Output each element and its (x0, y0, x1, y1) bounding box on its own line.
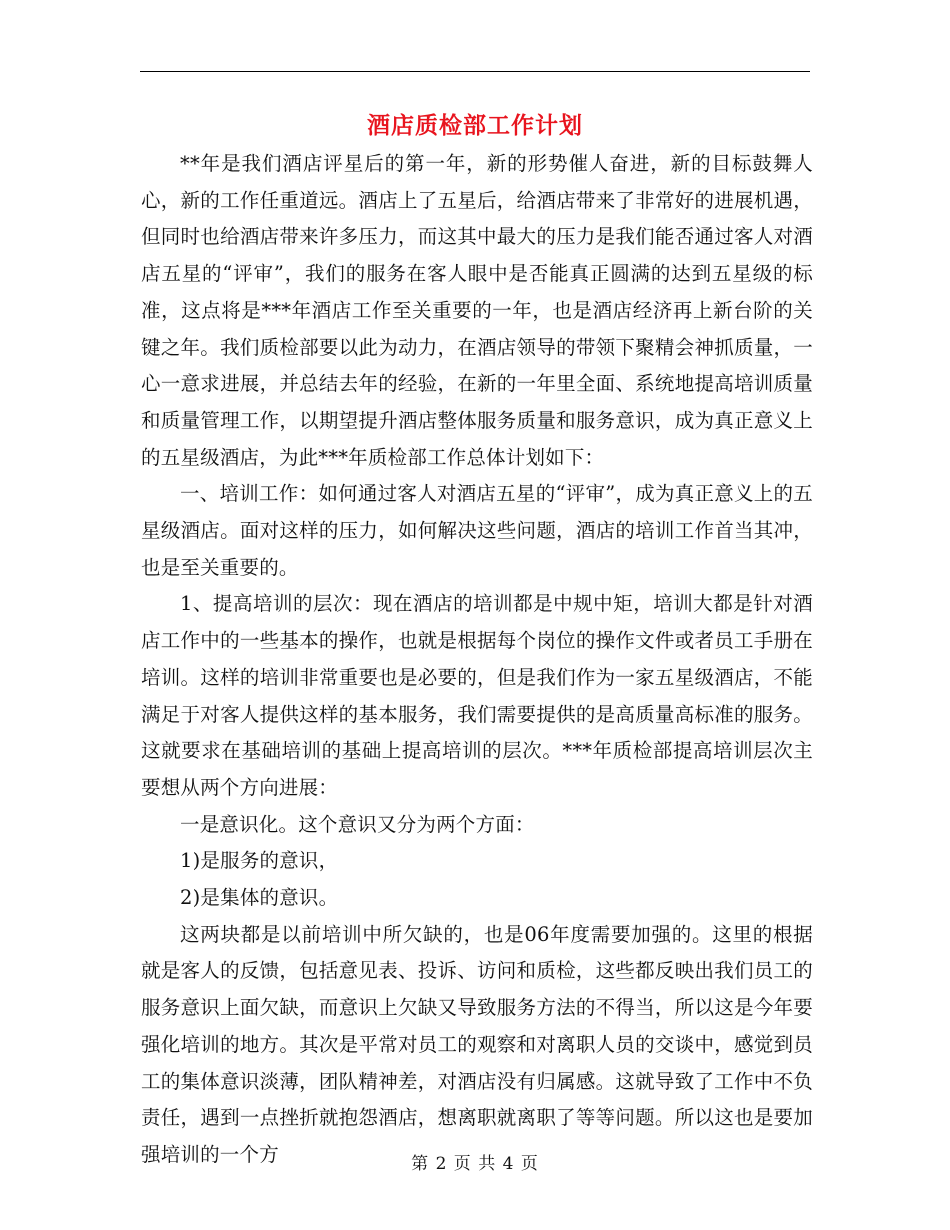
paragraph-awareness: 一是意识化。这个意识又分为两个方面： (180, 812, 535, 836)
paragraph-training-overview: 一、培训工作：如何通过客人对酒店五星的“评审”，成为真正意义上的五星级酒店。面对这样的压力，如何解决这些问题，酒店的培训工作首当其冲，也是至关重要的。 (141, 482, 813, 579)
page-number-footer: 第 2 页 共 4 页 (411, 1154, 539, 1174)
document-title: 酒店质检部工作计划 (367, 112, 583, 139)
paragraph-training-level: 1、提高培训的层次：现在酒店的培训都是中规中矩，培训大都是针对酒店工作中的一些基本的操作，也就是根据每个岗位的操作文件或者员工手册在培训。这样的培训非常重要也是必要的，但是我们作为一家五星级酒店，不能满足于对客人提供这样的基本服务，我们需要提供的是高质量高标准的服务。这就要求在基础培训的基础上提高培训的层次。***年质检部提高培训层次主要想从两个方向进展： (141, 592, 813, 799)
paragraph-service-awareness: 1)是服务的意识， (180, 849, 339, 873)
header-rule (140, 71, 810, 72)
paragraph-team-awareness: 2)是集体的意识。 (180, 886, 339, 910)
paragraph-intro: **年是我们酒店评星后的第一年，新的形势催人奋进，新的目标鼓舞人心，新的工作任重道远。酒店上了五星后，给酒店带来了非常好的进展机遇，但同时也给酒店带来许多压力，而这其中最大的压力是我们能否通过客人对酒店五星的“评审”，我们的服务在客人眼中是否能真正圆满的达到五星级的标准，这点将是***年酒店工作至关重要的一年，也是酒店经济再上新台阶的关键之年。我们质检部要以此为动力，在酒店领导的带领下聚精会神抓质量，一心一意求进展，并总结去年的经验，在新的一年里全面、系统地提高培训质量和质量管理工作，以期望提升酒店整体服务质量和服务意识，成为真正意义上的五星级酒店，为此***年质检部工作总体计划如下： (141, 152, 813, 469)
document-body (141, 146, 813, 1174)
paragraph-analysis: 这两块都是以前培训中所欠缺的，也是06年度需要加强的。这里的根据就是客人的反馈，包括意见表、投诉、访问和质检，这些都反映出我们员工的服务意识上面欠缺，而意识上欠缺又导致服务方法的不得当，所以这是今年要强化培训的地方。其次是平常对员工的观察和对离职人员的交谈中，感觉到员工的集体意识淡薄，团队精神差，对酒店没有归属感。这就导致了工作中不负责任，遇到一点挫折就抱怨酒店，想离职就离职了等等问题。所以这也是要加强培训的一个方 (141, 922, 813, 1166)
